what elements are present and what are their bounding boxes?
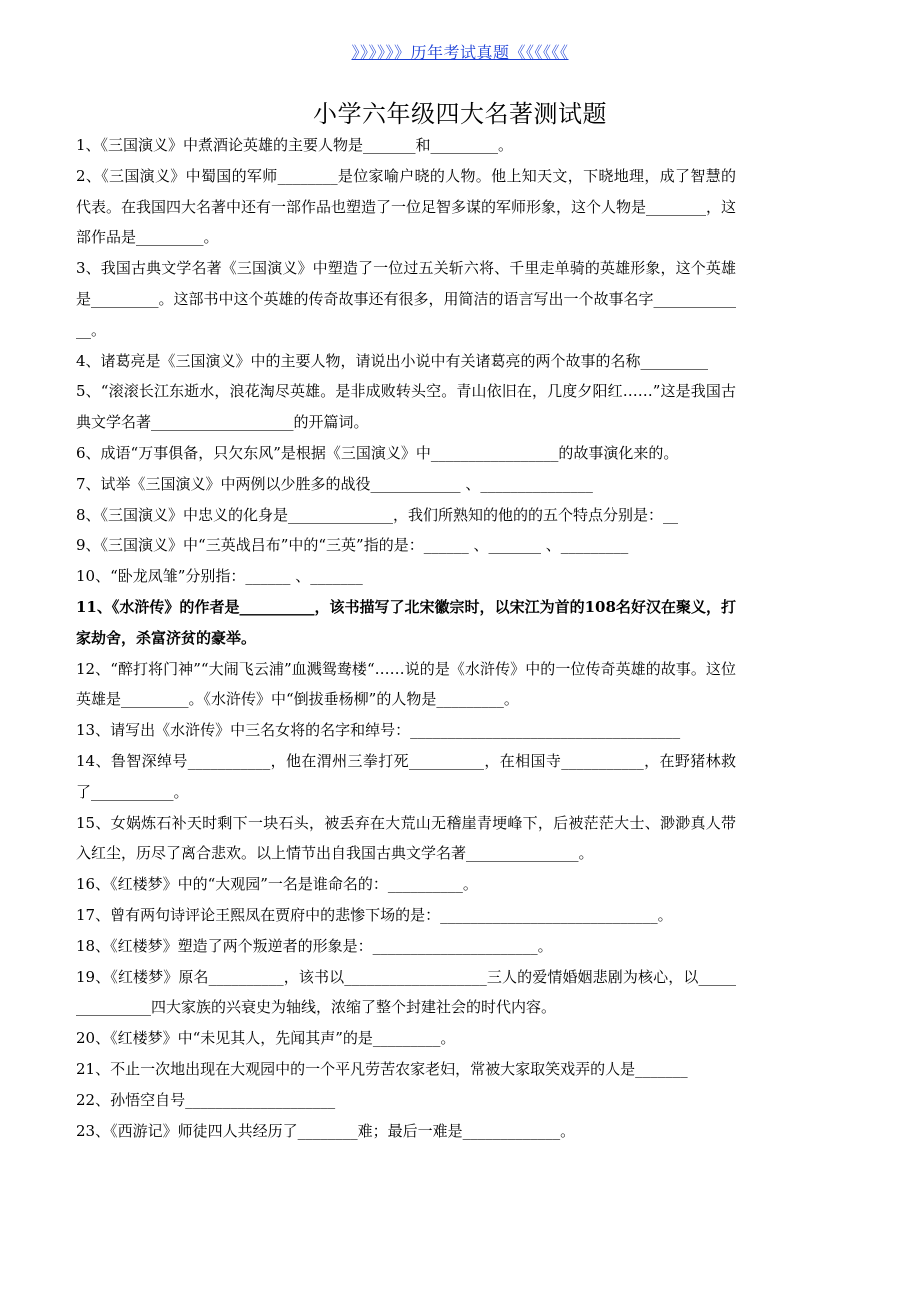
question-5: 5、“滚滚长江东逝水，浪花淘尽英雄。是非成败转头空。青山依旧在，几度夕阳红……”这是我国古典文学名著___________________的开篇词。 (76, 382, 736, 432)
question-3: 3、我国古典文学名著《三国演义》中塑造了一位过五关斩六将、千里走单骑的英雄形象，这个英雄是_________。这部书中这个英雄的传奇故事还有很多，用简洁的语言写出一个故事名字_____________。 (76, 259, 737, 339)
question-1: 1、《三国演义》中煮酒论英雄的主要人物是_______和_________。 (76, 136, 514, 154)
question-10: 10、“卧龙凤雏”分别指：______ 、_______ (76, 567, 363, 586)
question-18: 18、《红楼梦》塑造了两个叛逆者的形象是：______________________。 (76, 936, 553, 955)
question-21: 21、不止一次地出现在大观园中的一个平凡劳苦农家老妇，常被大家取笑戏弄的人是_______ (76, 1059, 688, 1078)
question-12: 12、“醉打将门神”“大闹飞云浦”血溅鸳鸯楼“……说的是《水浒传》中的一位传奇英雄的故事。这位英雄是_________。《水浒传》中“倒拔垂杨柳”的人物是_________。 (76, 659, 736, 709)
question-23: 23、《西游记》师徒四人共经历了________难；最后一难是_____________。 (76, 1121, 576, 1140)
question-16: 16、《红楼梦》中的“大观园”一名是谁命名的：__________。 (76, 875, 478, 894)
question-6: 6、成语“万事俱备，只欠东风”是根据《三国演义》中_________________的故事演化来的。 (76, 443, 679, 462)
question-2: 2、《三国演义》中蜀国的军师________是位家喻户晓的人物。他上知天文，下晓地理，成了智慧的代表。在我国四大名著中还有一部作品也塑造了一位足智多谋的军师形象，这个人物是________，这部作品是_________。 (76, 166, 737, 247)
question-22: 22、孙悟空自号____________________ (76, 1090, 336, 1109)
question-7: 7、试举《三国演义》中两例以少胜多的战役____________ 、_______________ (76, 474, 593, 493)
question-14: 14、鲁智深绰号___________，他在渭州三拳打死__________，在相国寺___________，在野猪林救了___________。 (76, 751, 736, 801)
question-8: 8、《三国演义》中忠义的化身是______________，我们所熟知的他的的五个特点分别是：__ (76, 505, 679, 524)
question-list (76, 130, 736, 1146)
question-17: 17、曾有两句诗评论王熙凤在贾府中的悲惨下场的是：_____________________________。 (76, 905, 673, 924)
question-4: 4、诸葛亮是《三国演义》中的主要人物，请说出小说中有关诸葛亮的两个故事的名称_________ (76, 351, 709, 370)
header-link[interactable]: 》》》》》》历年考试真题《《《《《《 (351, 43, 569, 62)
question-19: 19、《红楼梦》原名__________，该书以___________________三人的爱情婚姻悲剧为核心，以_______________四大家族的兴衰史为轴线，浓缩了整个封建社会的时代内容。 (76, 967, 736, 1017)
page-title: 小学六年级四大名著测试题 (313, 100, 607, 128)
question-9: 9、《三国演义》中“三英战吕布”中的“三英”指的是：______ 、_______ 、_________ (76, 536, 629, 555)
question-13: 13、请写出《水浒传》中三名女将的名字和绰号：____________________________________ (76, 721, 681, 740)
question-15: 15、女娲炼石补天时剩下一块石头，被丢弃在大荒山无稽崖青埂峰下，后被茫茫大士、渺渺真人带入红尘，历尽了离合悲欢。以上情节出自我国古典文学名著_______________。 (76, 813, 736, 863)
question-20: 20、《红楼梦》中“未见其人，先闻其声”的是_________。 (76, 1029, 456, 1048)
question-11: 11、《水浒传》的作者是__________，该书描写了北宋徽宗时，以宋江为首的108名好汉在聚义，打家劫舍，杀富济贫的豪举。 (76, 597, 736, 647)
